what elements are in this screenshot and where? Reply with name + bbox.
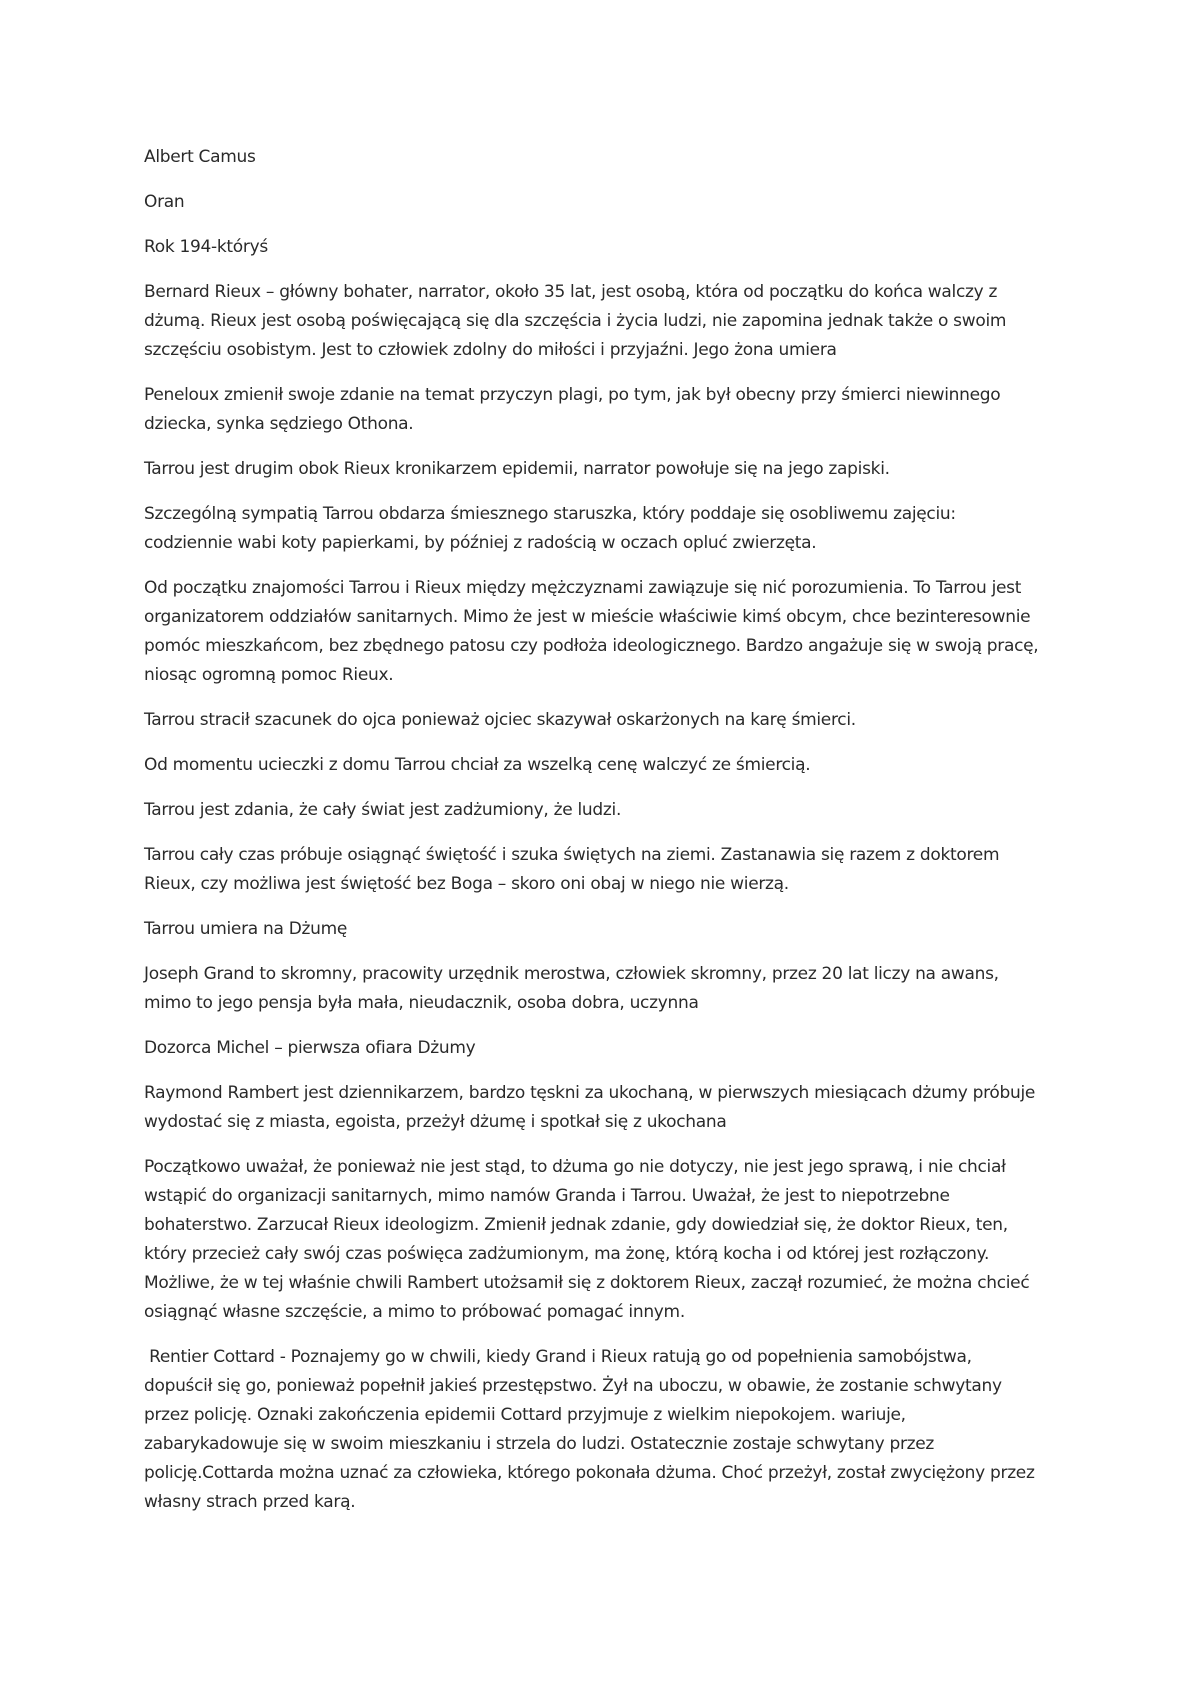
paragraph-rieux: Bernard Rieux – główny bohater, narrator, około 35 lat, jest osobą, która od początku do końca walczy z dżumą. Rieux jest osobą poświęcającą się dla szczęścia i życia ludzi, nie zapomina jednak także o swoim szczęściu osobistym. Jest to człowiek zdolny do miłości i przyjaźni. Jego żona umiera [144,282,1007,360]
paragraph-tarrou-holiness: Tarrou cały czas próbuje osiągnąć świętość i szuka świętych na ziemi. Zastanawia się razem z doktorem Rieux, czy możliwa jest świętość bez Boga – skoro oni obaj w niego nie wierzą. [144,845,1000,894]
paragraph-peneloux: Peneloux zmienił swoje zdanie na temat przyczyn plagi, po tym, jak był obecny przy śmierci niewinnego dziecka, synka sędziego Othona. [144,385,1001,434]
paragraph-cottard: Rentier Cottard - Poznajemy go w chwili, kiedy Grand i Rieux ratują go od popełnienia samobójstwa, dopuścił się go, ponieważ popełnił jakieś przestępstwo. Żył na uboczu, w obawie, że zostanie schwytany przez policję. Oznaki zakończenia epidemii Cottard przyjmuje z wielkim niepokojem. wariuje, zabarykadowuje się w swoim mieszkaniu i strzela do ludzi. Ostatecznie zostaje schwytany przez policję.Cottarda można uznać za człowieka, którego pokonała dżuma. Choć przeżył, został zwyciężony przez własny strach przed karą. [144,1347,1040,1512]
paragraph-michel: Dozorca Michel – pierwsza ofiara Dżumy [144,1038,476,1058]
paragraph-rambert-change: Początkowo uważał, że ponieważ nie jest stąd, to dżuma go nie dotyczy, nie jest jego sprawą, i nie chciał wstąpić do organizacji sanitarnych, mimo namów Granda i Tarrou. Uważał, że jest to niepotrzebne bohaterstwo. Zarzucał Rieux ideologizm. Zmienił jednak zdanie, gdy dowiedział się, że doktor Rieux, ten, który przecież cały swój czas poświęca zadżumionym, ma żonę, którą kocha i od której jest rozłączony. Możliwe, że w tej właśnie chwili Rambert utożsamił się z doktorem Rieux, zaczął rozumieć, że można chcieć osiągnąć własne szczęście, a mimo to próbować pomagać innym. [144,1157,1030,1322]
paragraph-tarrou-chronicler: Tarrou jest drugim obok Rieux kronikarzem epidemii, narrator powołuje się na jego zapiski. [144,459,890,479]
paragraph-tarrou-rieux: Od początku znajomości Tarrou i Rieux między mężczyznami zawiązuje się nić porozumienia. To Tarrou jest organizatorem oddziałów sanitarnych. Mimo że jest w mieście właściwie kimś obcym, chce bezinteresownie pomóc mieszkańcom, bez zbędnego patosu czy podłoża ideologicznego. Bardzo angażuje się w swoją pracę, niosąc ogromną pomoc Rieux. [144,578,1039,685]
paragraph-author: Albert Camus [144,147,256,167]
document-body [144,143,1044,1533]
paragraph-place: Oran [144,192,185,212]
paragraph-tarrou-world: Tarrou jest zdania, że cały świat jest zadżumiony, że ludzi. [144,800,622,820]
paragraph-tarrou-old-man: Szczególną sympatią Tarrou obdarza śmiesznego staruszka, który poddaje się osobliwemu zajęciu: codziennie wabi koty papierkami, by później z radością w oczach opluć zwierzęta. [144,504,956,553]
paragraph-tarrou-father: Tarrou stracił szacunek do ojca ponieważ ojciec skazywał oskarżonych na karę śmierci. [144,710,856,730]
paragraph-grand: Joseph Grand to skromny, pracowity urzędnik merostwa, człowiek skromny, przez 20 lat liczy na awans, mimo to jego pensja była mała, nieudacznik, osoba dobra, uczynna [144,964,999,1013]
paragraph-tarrou-dies: Tarrou umiera na Dżumę [144,919,348,939]
paragraph-rambert: Raymond Rambert jest dziennikarzem, bardzo tęskni za ukochaną, w pierwszych miesiącach dżumy próbuje wydostać się z miasta, egoista, przeżył dżumę i spotkał się z ukochana [144,1083,1036,1132]
paragraph-tarrou-escape: Od momentu ucieczki z domu Tarrou chciał za wszelką cenę walczyć ze śmiercią. [144,755,811,775]
paragraph-year: Rok 194-któryś [144,237,268,257]
